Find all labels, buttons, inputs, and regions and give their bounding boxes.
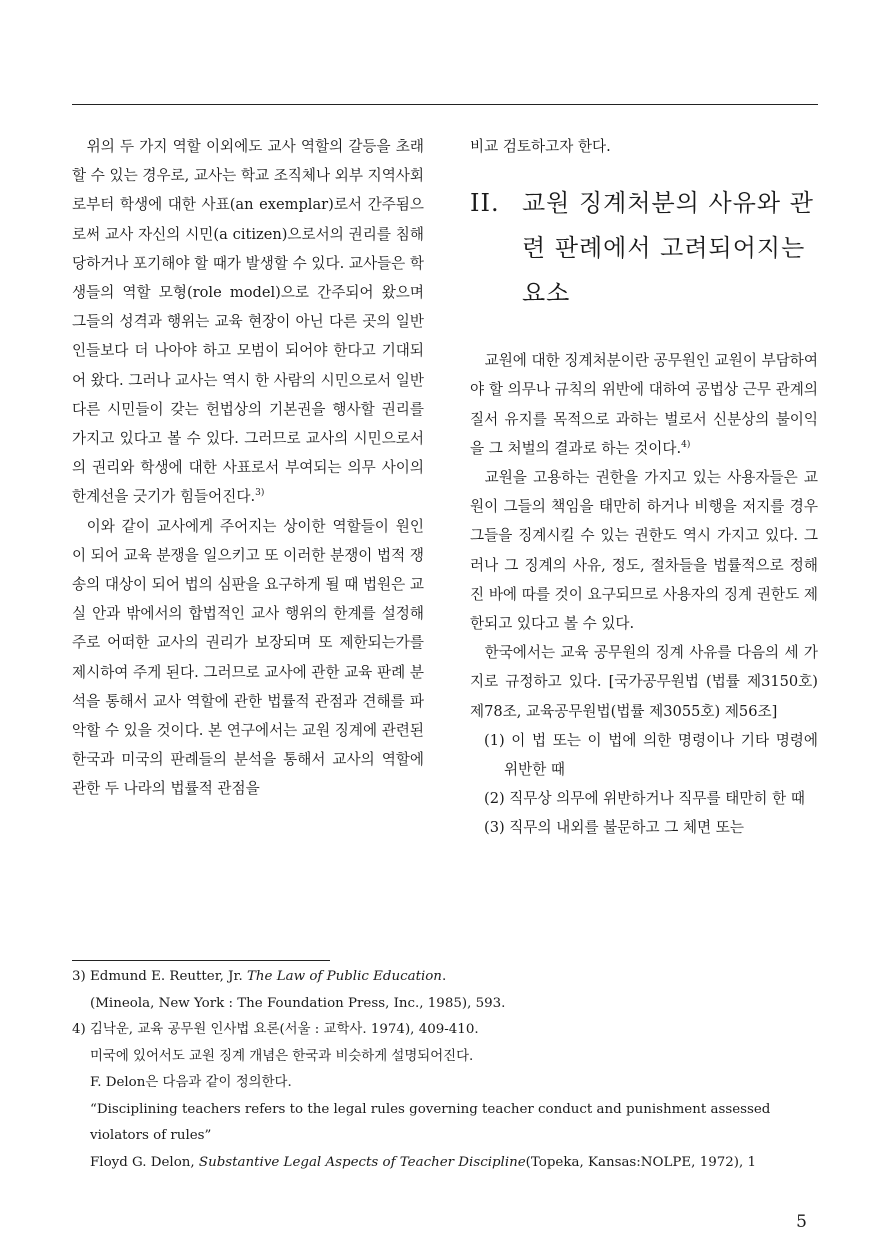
section-title: 교원 징계처분의 사유와 관련 판례에서 고려되어지는 요소 (522, 189, 814, 308)
footnote-4-quote: “Disciplining teachers refers to the legal rules governing teacher conduct and punishment assessed violators of rules” (90, 1101, 771, 1143)
footnote-4-reference (72, 1150, 818, 1177)
footnote-4 (72, 1017, 818, 1044)
footnote-4-line-2: 미국에 있어서도 교원 징계 개념은 한국과 비슷하게 설명되어진다. (90, 1048, 474, 1064)
right-paragraph-3: 한국에서는 교육 공무원의 징계 사유를 다음의 세 가지로 규정하고 있다. [국가공무원법 (법률 제3150호) 제78조, 교육공무원법(법률 제3055호) 제56조] (470, 644, 818, 720)
left-paragraph-1 (72, 132, 424, 512)
footnote-author: Edmund E. Reutter, Jr. (90, 969, 243, 984)
list-item: (1) 이 법 또는 이 법에 의한 명령이나 기타 명령에 위반한 때 (484, 731, 818, 779)
left-column (72, 132, 424, 804)
top-rule (72, 104, 818, 105)
right-column (470, 132, 818, 843)
footnote-author: Floyd G. Delon, (90, 1154, 195, 1170)
footnote-number: 4) (72, 1022, 86, 1037)
right-paragraph-1-text: 교원에 대한 징계처분이란 공무원인 교원이 부담하여야 할 의무나 규칙의 위반에 대하여 공법상 근무 관계의 질서 유지를 목적으로 과하는 벌로서 신분상의 불이익을 그 처벌의 결과로 하는 것이다. (470, 352, 818, 457)
footnote-ref-4[interactable]: 4) (681, 439, 691, 450)
footnote-ref-3[interactable]: 3) (255, 488, 265, 499)
list-item: (3) 직무의 내외를 불문하고 그 체면 또는 (484, 819, 744, 837)
footnote-4-citation: 김낙운, 교육 공무원 인사법 요론(서울 : 교학사. 1974), 409-410. (90, 1022, 479, 1037)
footnotes (72, 964, 818, 1176)
list-item: (2) 직무상 의무에 위반하거나 직무를 태만히 한 때 (484, 790, 806, 808)
right-paragraph-2: 교원을 고용하는 권한을 가지고 있는 사용자들은 교원이 그들의 책임을 태만히 하거나 비행을 저지를 경우 그들을 징계시킬 수 있는 권한도 역시 가지고 있다. 그러나 그 징계의 사유, 정도, 절차들을 법률적으로 정해진 바에 따를 것이 요구되므로 사용자의 징계 권한도 제한되고 있다고 볼 수 있다. (470, 469, 818, 633)
footnote-3-publisher: (Mineola, New York : The Foundation Press, Inc., 1985), 593. (90, 995, 506, 1011)
footnote-publisher: (Topeka, Kansas:NOLPE, 1972), 1 (525, 1154, 757, 1170)
footnote-4-line-3: F. Delon은 다음과 같이 정의한다. (90, 1075, 292, 1090)
right-paragraph-1 (470, 346, 818, 463)
page-number: 5 (796, 1212, 807, 1232)
right-continuation: 비교 검토하고자 한다. (470, 138, 611, 155)
footnote-rule (72, 960, 330, 961)
footnote-number: 3) (72, 969, 86, 984)
footnote-title: Substantive Legal Aspects of Teacher Discipline (198, 1154, 526, 1170)
section-number: II. (470, 189, 500, 218)
left-paragraph-2: 이와 같이 교사에게 주어지는 상이한 역할들이 원인이 되어 교육 분쟁을 일으키고 또 이러한 분쟁이 법적 쟁송의 대상이 되어 법의 심판을 요구하게 될 때 법원은 교실 안과 밖에서의 합법적인 교사 행위의 한계를 설정해 주로 어떠한 교사의 권리가 보장되며 또 제한되는가를 제시하여 주게 된다. 그러므로 교사에 관한 교육 판례 분석을 통해서 교사 역할에 관한 법률적 관점과 견해를 파악할 수 있을 것이다. 본 연구에서는 교원 징계에 관련된 한국과 미국의 판례들의 분석을 통해서 교사의 역할에 관한 두 나라의 법률적 관점을 (72, 517, 424, 798)
left-paragraph-1-text: 위의 두 가지 역할 이외에도 교사 역할의 갈등을 초래할 수 있는 경우로, 교사는 학교 조직체나 외부 지역사회로부터 학생에 대한 사표(an exemplar)로서 간주됨으로써 교사 자신의 시민(a citizen)으로서의 권리를 침해 당하거나 포기해야 할 때가 발생할 수 있다. 교사들은 학생들의 역할 모형(role model)으로 간주되어 왔으며 그들의 성격과 행위는 교육 현장이 아닌 다른 곳의 일반인들보다 더 나아야 하고 모범이 되어야 한다고 기대되어 왔다. 그러나 교사는 역시 한 사람의 시민으로서 일반 다른 시민들이 갖는 헌법상의 기본권을 행사할 권리를 가지고 있다고 볼 수 있다. 그러므로 교사의 시민으로서의 권리와 학생에 대한 사표로서 부여되는 의무 사이의 한계선을 긋기가 힘들어진다. (72, 138, 424, 506)
section-heading (470, 181, 818, 316)
footnote-title: The Law of Public Education (247, 969, 442, 984)
footnote-3: 3) Edmund E. Reutter, Jr. The Law of Public Education. (72, 964, 818, 991)
